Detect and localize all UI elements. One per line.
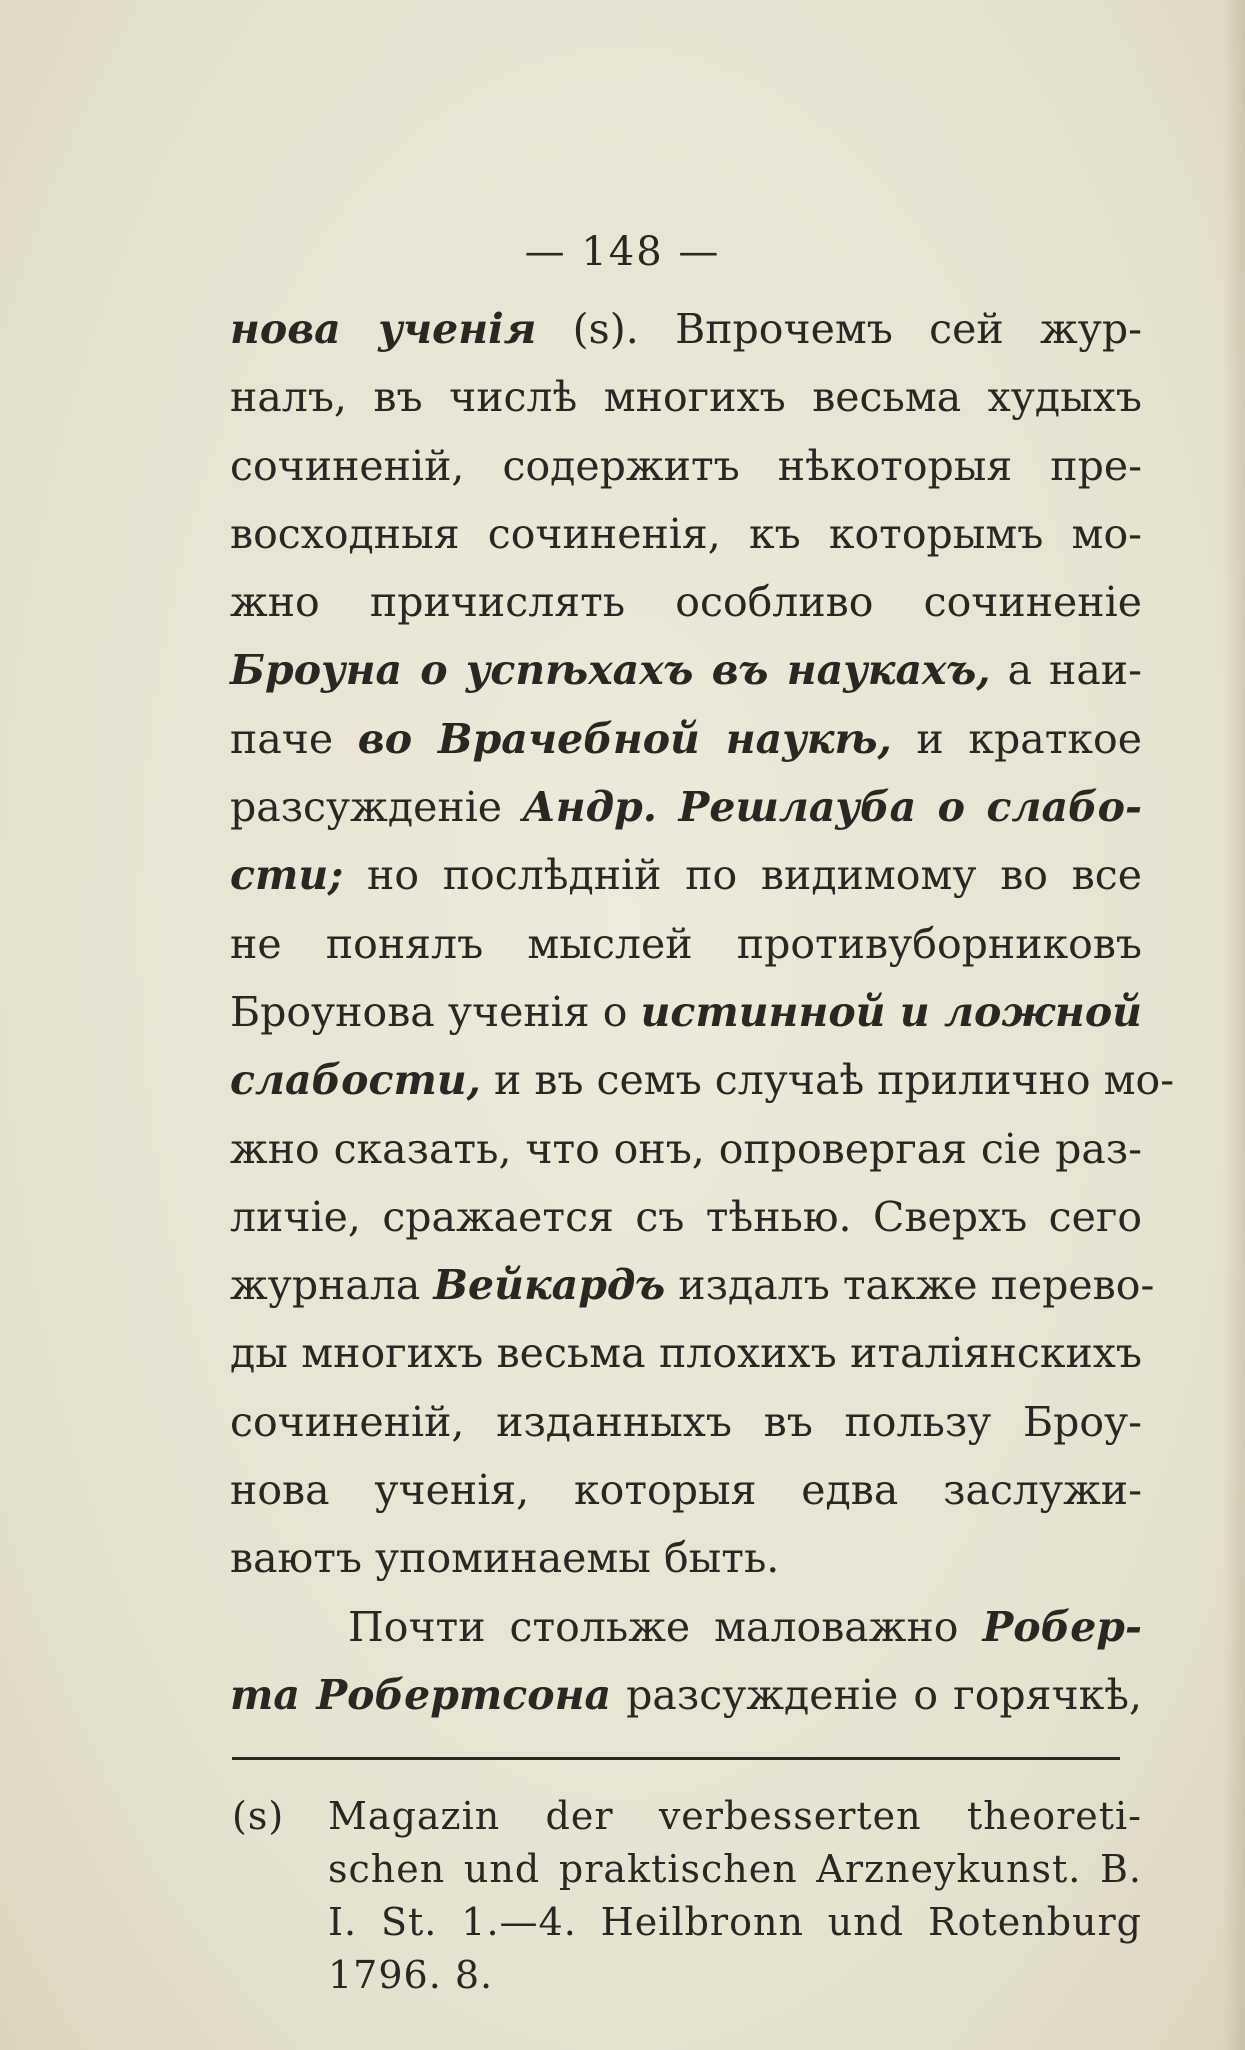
text-segment: Почти стольже маловажно <box>348 1602 983 1651</box>
text-line <box>230 500 1142 568</box>
italic-text: сти; <box>230 851 344 900</box>
footnote <box>232 1790 1142 2002</box>
italic-text: нова ученія <box>230 305 537 353</box>
text-line <box>230 1456 1142 1524</box>
text-segment: (s). Впрочемъ сей жур- <box>536 305 1142 353</box>
italic-text: Андр. Решлауба о слабо- <box>522 783 1142 832</box>
text-line <box>230 841 1142 909</box>
page-number-header: — 148 — <box>524 229 721 275</box>
text-segment: разсужденіе о горячкѣ, <box>611 1670 1142 1719</box>
italic-text: Вейкардъ <box>433 1261 666 1310</box>
text-segment: восходныя сочиненія, къ которымъ мо- <box>230 509 1142 558</box>
text-line <box>230 773 1142 841</box>
text-segment: и въ семъ случаѣ прилично мо- <box>480 1056 1175 1105</box>
text-segment: налъ, въ числѣ многихъ весьма худыхъ <box>230 373 1142 422</box>
text-line <box>230 1183 1142 1251</box>
footnote-mark: (s) <box>232 1794 285 1838</box>
text-segment: разсужденіе <box>230 783 523 832</box>
text-segment: а наи- <box>990 646 1142 695</box>
text-line <box>230 1661 1142 1729</box>
italic-text: слабости, <box>230 1056 481 1105</box>
footnote-line: schen und praktischen Arzneykunst. B. <box>328 1847 1142 1891</box>
text-line <box>230 568 1142 636</box>
footnote-rule <box>232 1757 1120 1760</box>
text-line <box>230 1046 1175 1114</box>
text-segment: жно сказать, что онъ, опровергая сіе раз- <box>230 1124 1142 1173</box>
text-line <box>230 1524 1142 1592</box>
text-segment: сочиненій, содержитъ нѣкоторыя пре- <box>230 441 1142 490</box>
text-segment: Броунова ученія о <box>230 987 641 1036</box>
text-line <box>230 295 1142 363</box>
italic-text: во Врачебной наукѣ, <box>357 714 892 763</box>
text-line <box>230 705 1142 773</box>
text-line <box>230 432 1142 500</box>
text-segment: паче <box>230 714 358 763</box>
text-segment: сочиненій, изданныхъ въ пользу Броу- <box>230 1397 1142 1446</box>
text-line <box>230 1251 1155 1319</box>
text-line <box>230 636 1142 704</box>
italic-text: истинной и ложной <box>640 987 1142 1036</box>
text-segment: нова ученія, которыя едва заслужи- <box>230 1466 1142 1515</box>
text-segment: жно причислять особливо сочиненіе <box>230 578 1142 627</box>
text-line <box>230 910 1142 978</box>
text-line <box>230 1388 1142 1456</box>
italic-text: та Робертсона <box>230 1670 612 1719</box>
text-segment: ды многихъ весьма плохихъ италіянскихъ <box>230 1329 1142 1378</box>
text-segment: не понялъ мыслей противуборниковъ <box>230 919 1142 968</box>
italic-text: Робер- <box>982 1602 1142 1651</box>
footnote-text: Magazin der verbesserten theoreti- <box>328 1794 1142 1838</box>
text-segment: но послѣдній по видимому во все <box>343 851 1142 900</box>
text-segment: журнала <box>230 1261 434 1310</box>
text-line <box>230 363 1142 431</box>
text-line <box>230 1115 1142 1183</box>
footnote-line: I. St. 1.—4. Heilbronn und Rotenburg <box>328 1900 1142 1944</box>
footnote-line <box>232 1790 1142 1843</box>
footnote-line: 1796. 8. <box>328 1953 494 1997</box>
text-line <box>230 978 1142 1046</box>
main-text <box>230 295 1175 1729</box>
text-segment: личіе, сражается съ тѣнью. Сверхъ сего <box>230 1192 1142 1241</box>
text-segment: ваютъ упоминаемы быть. <box>230 1534 780 1583</box>
italic-text: Броуна о успѣхахъ въ наукахъ, <box>230 646 991 695</box>
page-edge-shadow <box>1223 0 1245 2050</box>
text-line <box>230 1319 1142 1387</box>
text-segment: издалъ также перево- <box>665 1261 1155 1310</box>
text-line <box>230 1593 1142 1661</box>
text-segment: и краткое <box>891 714 1142 763</box>
